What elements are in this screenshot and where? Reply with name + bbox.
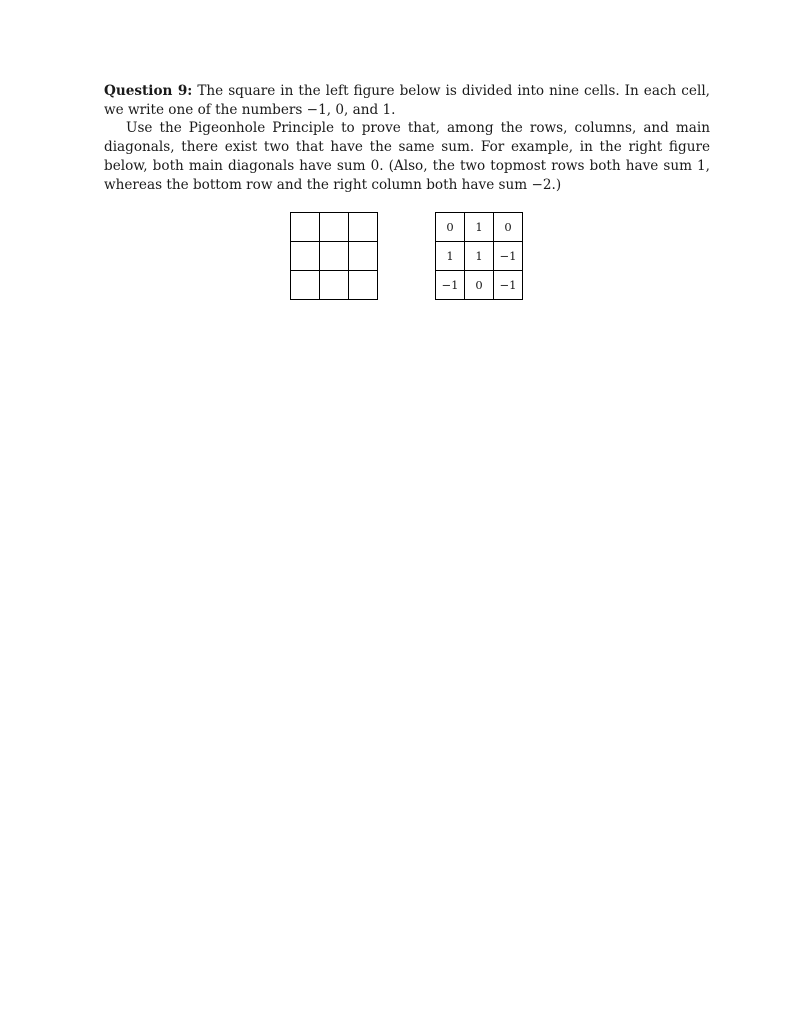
empty-cell bbox=[320, 271, 349, 300]
example-grid-row bbox=[436, 242, 523, 271]
example-cell: −1 bbox=[494, 271, 523, 300]
question-label: Question 9: bbox=[104, 83, 193, 99]
empty-cell bbox=[291, 271, 320, 300]
example-cell: 0 bbox=[436, 213, 465, 242]
empty-grid-row bbox=[291, 213, 378, 242]
empty-grid bbox=[290, 212, 378, 300]
example-cell: 1 bbox=[436, 242, 465, 271]
empty-cell bbox=[349, 271, 378, 300]
question-line1: The square in the left figure below is divided into nine cells. In each cell, we write one of the numbers −1, 0, and 1. bbox=[104, 83, 710, 118]
empty-grid-row bbox=[291, 242, 378, 271]
empty-grid-row bbox=[291, 271, 378, 300]
empty-cell bbox=[349, 242, 378, 271]
example-grid-row bbox=[436, 213, 523, 242]
empty-cell bbox=[291, 213, 320, 242]
question-paragraph2: Use the Pigeonhole Principle to prove that, among the rows, columns, and main diagonals, there exist two that have the same sum. For example, in the right figure below, both main diagonals have sum 0. (Also, the two topmost rows both have sum 1, whereas the bottom row and the right column both have sum −2.) bbox=[104, 120, 710, 193]
example-cell: 0 bbox=[494, 213, 523, 242]
example-cell: 0 bbox=[465, 271, 494, 300]
empty-cell bbox=[291, 242, 320, 271]
empty-cell bbox=[320, 213, 349, 242]
question-intro bbox=[104, 82, 710, 119]
empty-cell bbox=[349, 213, 378, 242]
example-grid bbox=[435, 212, 523, 300]
empty-cell bbox=[320, 242, 349, 271]
example-cell: 1 bbox=[465, 213, 494, 242]
example-grid-row bbox=[436, 271, 523, 300]
example-cell: −1 bbox=[494, 242, 523, 271]
example-cell: −1 bbox=[436, 271, 465, 300]
question-text-block bbox=[104, 82, 710, 194]
example-cell: 1 bbox=[465, 242, 494, 271]
